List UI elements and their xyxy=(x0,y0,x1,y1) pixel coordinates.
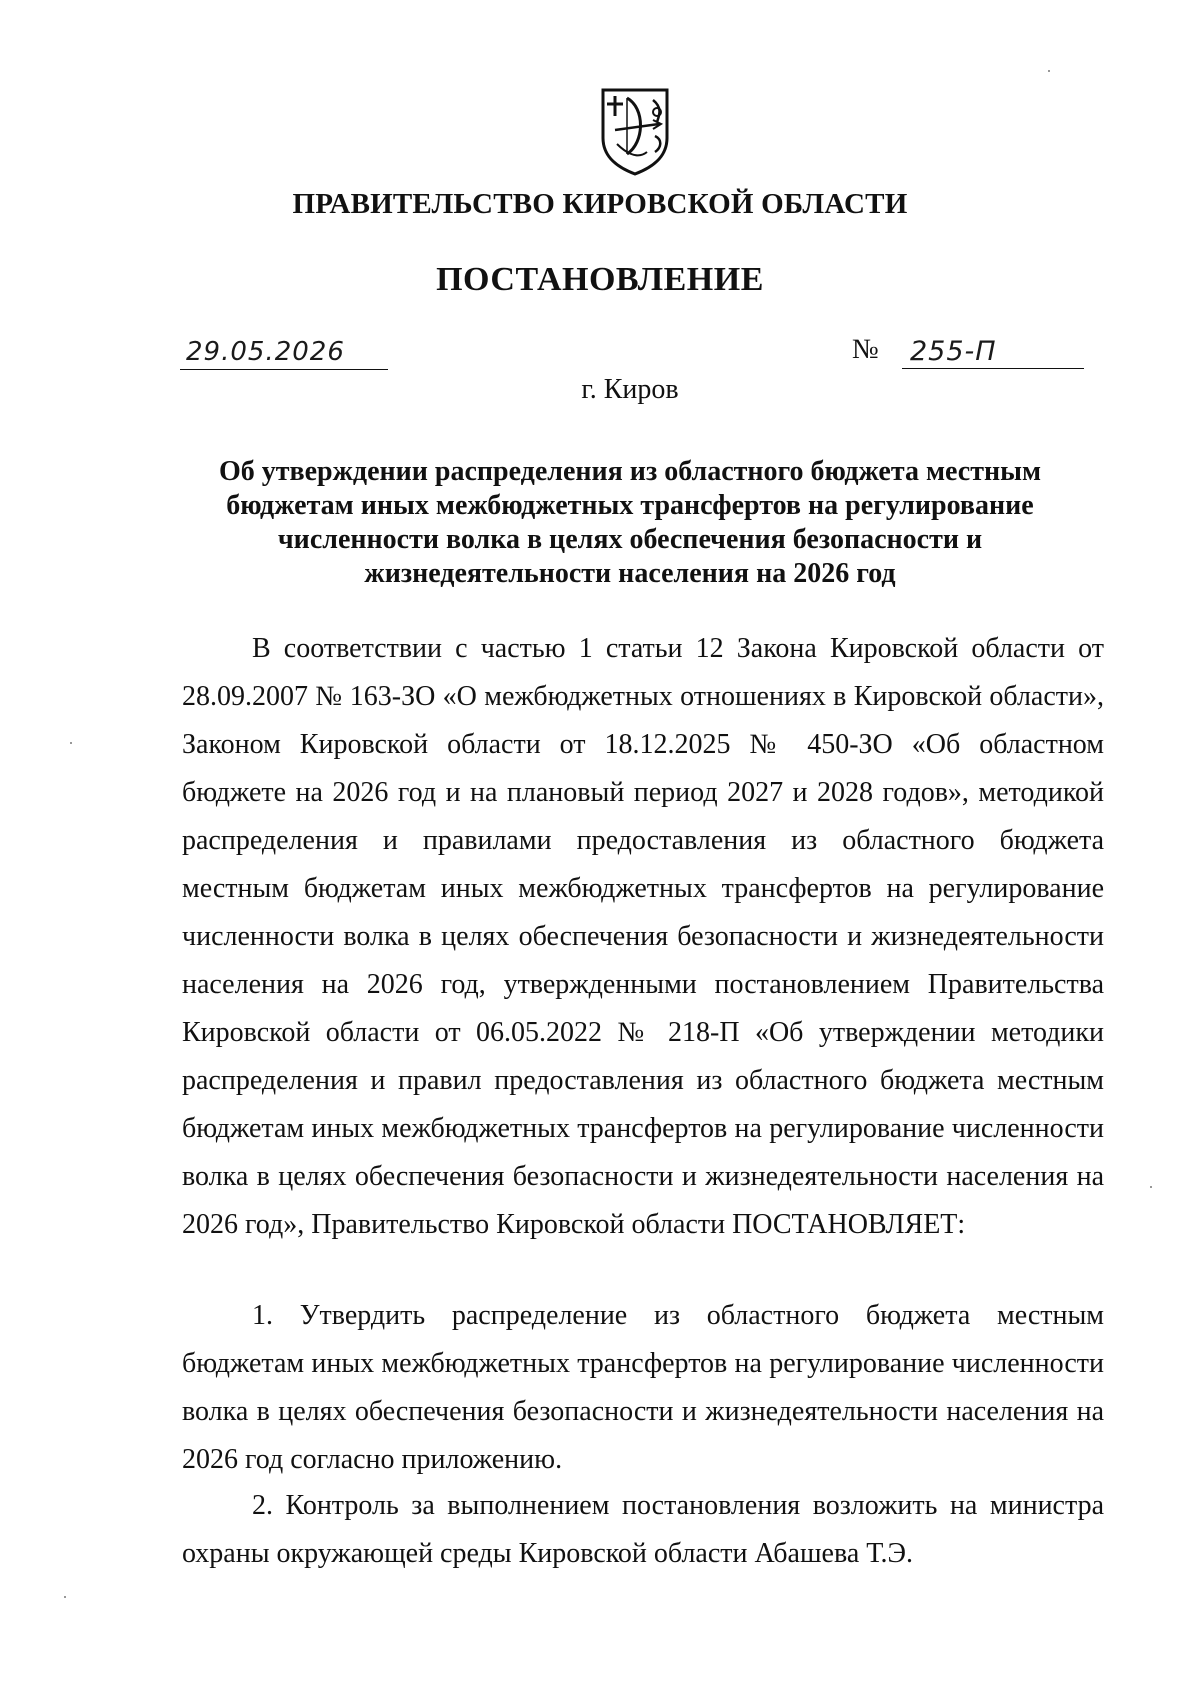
document-city: г. Киров xyxy=(581,374,679,405)
coat-of-arms-icon xyxy=(597,86,673,176)
document-date-field xyxy=(180,337,388,370)
scan-speck xyxy=(64,1596,66,1598)
document-number-field xyxy=(852,334,1084,369)
document-type: ПОСТАНОВЛЕНИЕ xyxy=(436,261,764,298)
document-title: Об утверждении распределения из областного бюджета местным бюджетам иных межбюджетных трансфертов на регулирование численности волка в целях обеспечения безопасности и жизнедеятельности населения на 2026 год xyxy=(218,456,1042,589)
number-underline xyxy=(902,367,1084,369)
number-sign: № xyxy=(852,334,879,365)
document-date: 29.05.2026 xyxy=(186,337,345,367)
document-number: 255-П xyxy=(910,336,997,367)
organization-name: ПРАВИТЕЛЬСТВО КИРОВСКОЙ ОБЛАСТИ xyxy=(292,188,908,220)
scan-speck xyxy=(1150,1186,1152,1188)
scan-speck xyxy=(1048,70,1050,72)
item-2-paragraph: 2. Контроль за выполнением постановления возложить на министра охраны окружающей среды Кировской области Абашева Т.Э. xyxy=(182,1490,1104,1569)
scan-speck xyxy=(70,742,72,744)
item-1-paragraph: 1. Утвердить распределение из областного бюджета местным бюджетам иных межбюджетных трансфертов на регулирование численности волка в целях обеспечения безопасности и жизнедеятельности населения на 2026 год согласно приложению. xyxy=(182,1300,1104,1475)
preamble-paragraph: В соответствии с частью 1 статьи 12 Закона Кировской области от 28.09.2007 № 163-ЗО «О межбюджетных отношениях в Кировской области», Законом Кировской области от 18.12.2025 № 450-ЗО «Об областном бюджете на 2026 год и на плановый период 2027 и 2028 годов», методикой распределения и правилами предоставления из областного бюджета местным бюджетам иных межбюджетных трансфертов на регулирование численности волка в целях обеспечения безопасности и жизнедеятельности населения на 2026 год, утвержденными постановлением Правительства Кировской области от 06.05.2022 № 218-П «Об утверждении методики распределения и правил предоставления из областного бюджета местным бюджетам иных межбюджетных трансфертов на регулирование численности волка в целях обеспечения безопасности и жизнедеятельности населения на 2026 год», Правительство Кировской области ПОСТАНОВЛЯЕТ: xyxy=(182,633,1104,1240)
